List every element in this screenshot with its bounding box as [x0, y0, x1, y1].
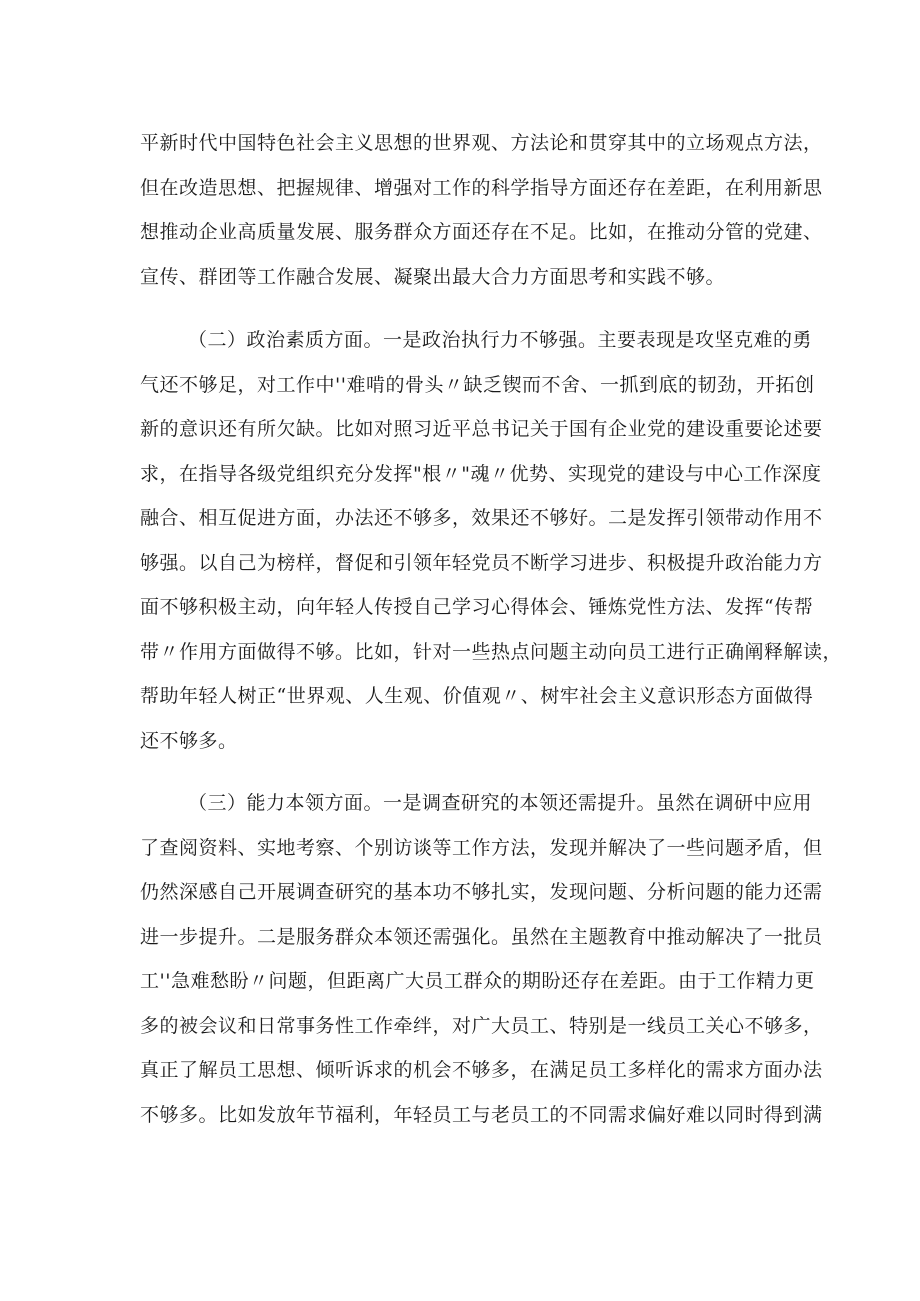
- text-line: 平新时代中国特色社会主义思想的世界观、方法论和贯穿其中的立场观点方法，: [140, 132, 823, 154]
- text-line: 新的意识还有所欠缺。比如对照习近平总书记关于国有企业党的建设重要论述要: [140, 418, 823, 440]
- text-line: 真正了解员工思想、倾听诉求的机会不够多，在满足员工多样化的需求方面办法: [140, 1059, 823, 1081]
- paragraph-political-quality: [140, 318, 843, 763]
- text-line: 进一步提升。二是服务群众本领还需强化。虽然在主题教育中推动解决了一批员: [140, 925, 823, 948]
- text-line: 求，在指导各级党组织充分发挥"根〃"魂〃优势、实现党的建设与中心工作深度: [140, 462, 822, 485]
- text-line: 还不够多。: [140, 729, 238, 752]
- text-line: 了查阅资料、实地考察、个别访谈等工作方法，发现并解决了一些问题矛盾，但: [140, 836, 823, 859]
- text-line: 够强。以自己为榜样，督促和引领年轻党员不断学习进步、积极提升政治能力方: [140, 551, 823, 574]
- text-line: 但在改造思想、把握规律、增强对工作的科学指导方面还存在差距，在利用新思: [140, 176, 823, 199]
- text-line: 融合、相互促进方面，办法还不够多，效果还不够好。二是发挥引领带动作用不: [140, 507, 823, 529]
- paragraph-intro-continuation: [140, 121, 823, 299]
- paragraph-ability-skills: [140, 781, 823, 1137]
- text-line: 帮助年轻人树正“世界观、人生观、价值观〃、树牢社会主义意识形态方面做得: [140, 685, 814, 707]
- text-line: 气还不够足，对工作中''难啃的骨头〃缺乏锲而不舍、一抓到底的韧劲，开拓创: [140, 373, 815, 396]
- text-line: 想推动企业高质量发展、服务群众方面还存在不足。比如，在推动分管的党建、: [140, 221, 823, 243]
- text-line: 带〃作用方面做得不够。比如，针对一些热点问题主动向员工进行正确阐释解读，: [140, 640, 843, 663]
- text-line: （二）政治素质方面。一是政治执行力不够强。主要表现是攻坚克难的勇: [188, 329, 813, 351]
- text-line: 工''急难愁盼〃问题，但距离广大员工群众的期盼还存在差距。由于工作精力更: [140, 970, 815, 992]
- text-line: 仍然深感自己开展调查研究的基本功不够扎实，发现问题、分析问题的能力还需: [140, 881, 823, 903]
- text-line: 面不够积极主动，向年轻人传授自己学习心得体会、锤炼党性方法、发挥“传帮: [140, 596, 814, 618]
- text-line: 多的被会议和日常事务性工作牵绊，对广大员工、特别是一线员工关心不够多，: [140, 1014, 823, 1037]
- text-line: （三）能力本领方面。一是调查研究的本领还需提升。虽然在调研中应用: [188, 792, 813, 814]
- text-line: 不够多。比如发放年节福利，年轻员工与老员工的不同需求偏好难以同时得到满: [140, 1103, 823, 1126]
- text-line: 宣传、群团等工作融合发展、凝聚出最大合力方面思考和实践不够。: [140, 265, 726, 288]
